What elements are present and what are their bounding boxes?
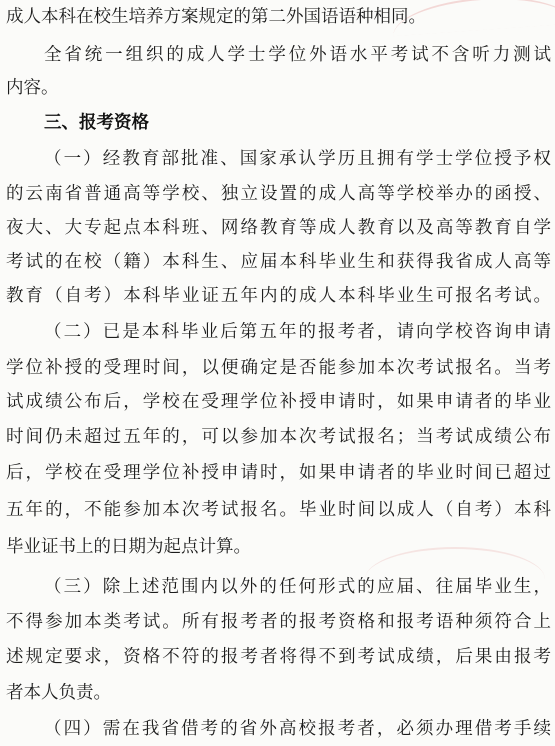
paragraph-2-line: 学位补授的受理时间，以便确定是否能参加本次考试报名。当考 (6, 358, 551, 378)
section-heading: 三、报考资格 (44, 113, 149, 133)
paragraph-3-line: 不得参加本类考试。所有报考者的报考资格和报考语种须符合上 (6, 612, 551, 632)
paragraph-1-line: 教育（自考）本科毕业证五年内的成人本科毕业生可报名考试。 (6, 286, 551, 306)
paragraph-1-line: 夜大、大专起点本科班、网络教育等成人教育以及高等教育自学 (6, 218, 551, 238)
paragraph-1-line: （一）经教育部批准、国家承认学历且拥有学士学位授予权 (44, 149, 551, 169)
paragraph-3-line: 述规定要求，资格不符的报考者将得不到考试成绩，后果由报考 (6, 647, 551, 667)
paragraph-2-line: 试成绩公布后，学校在受理学位补授申请时，如果申请者的毕业 (6, 392, 551, 412)
paragraph-2-line: 时间仍未超过五年的，可以参加本次考试报名；当考试成绩公布 (6, 427, 551, 447)
text-line: 成人本科在校生培养方案规定的第二外国语语种相同。 (6, 7, 426, 27)
paragraph-2-line: 五年的，不能参加本次考试报名。毕业时间以成人（自考）本科 (6, 500, 551, 520)
text-line: 全省统一组织的成人学士学位外语水平考试不含听力测试 (44, 45, 551, 65)
paragraph-3-line: （三）除上述范围内以外的任何形式的应届、往届毕业生， (44, 577, 551, 597)
paragraph-1-line: 考试的在校（籍）本科生、应届本科毕业生和获得我省成人高等 (6, 252, 551, 272)
paragraph-3-line: 者本人负责。 (6, 683, 111, 703)
paragraph-2-line: 毕业证书上的日期为起点计算。 (6, 537, 251, 557)
paragraph-2-line: 后，学校在受理学位补授申请时，如果申请者的毕业时间已超过 (6, 463, 551, 483)
text-line: 内容。 (6, 78, 59, 98)
paragraph-4-line: （四）需在我省借考的省外高校报考者，必须办理借考手续 (44, 719, 551, 739)
paragraph-2-line: （二）已是本科毕业后第五年的报考者，请向学校咨询申请 (44, 322, 551, 342)
paragraph-1-line: 的云南省普通高等学校、独立设置的成人高等学校举办的函授、 (6, 184, 551, 204)
